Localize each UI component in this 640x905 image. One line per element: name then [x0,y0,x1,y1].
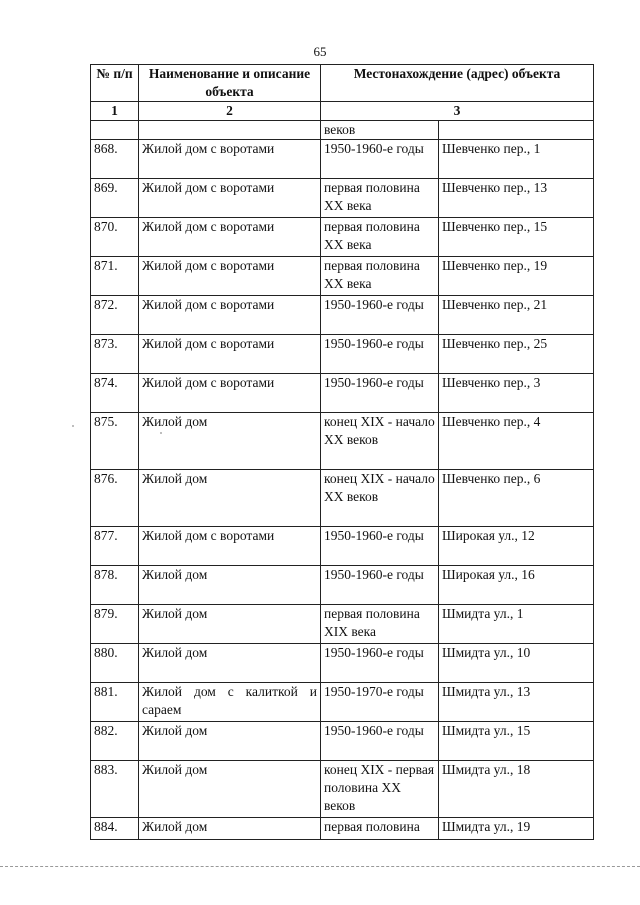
cell-address: Шевченко пер., 13 [439,179,594,218]
cell-num: 874. [91,374,139,413]
table-row [91,644,594,683]
cell-name: Жилой дом [139,566,321,605]
cell-name: Жилой дом с воротами [139,218,321,257]
cell-name: Жилой дом [139,470,321,527]
scan-artifact-dot [160,432,162,434]
cell-era: первая половина XX века [321,218,439,257]
scan-artifact-line [0,866,640,867]
table-row [91,140,594,179]
cell-era: 1950-1960-е годы [321,335,439,374]
cell-era: 1950-1960-е годы [321,374,439,413]
cell-num: 870. [91,218,139,257]
cell-address: Шмидта ул., 1 [439,605,594,644]
table-row [91,179,594,218]
cell-address: Шмидта ул., 10 [439,644,594,683]
cell-address: Шевченко пер., 6 [439,470,594,527]
table-row [91,605,594,644]
cell-num [91,121,139,140]
cell-name: Жилой дом [139,413,321,470]
cell-address: Шевченко пер., 21 [439,296,594,335]
header-name: Наименование и описание объекта [139,65,321,102]
header-row [91,65,594,102]
cell-address: Шевченко пер., 4 [439,413,594,470]
table-row [91,722,594,761]
table-row [91,413,594,470]
cell-address: Шмидта ул., 19 [439,818,594,840]
cell-num: 868. [91,140,139,179]
cell-num: 876. [91,470,139,527]
cell-era: 1950-1960-е годы [321,527,439,566]
table-row [91,761,594,818]
cell-name: Жилой дом [139,761,321,818]
table-row [91,818,594,840]
cell-name [139,121,321,140]
cell-name: Жилой дом с воротами [139,335,321,374]
cell-era: первая половина XX века [321,257,439,296]
table-row [91,527,594,566]
column-index-3: 3 [321,102,594,121]
cell-era: 1950-1960-е годы [321,722,439,761]
cell-num: 882. [91,722,139,761]
cell-num: 883. [91,761,139,818]
cell-era: конец XIX - начало XX веков [321,470,439,527]
cell-name: Жилой дом с воротами [139,374,321,413]
cell-name: Жилой дом [139,818,321,840]
header-location: Местонахождение (адрес) объекта [321,65,594,102]
cell-address: Шевченко пер., 1 [439,140,594,179]
cell-address: Шевченко пер., 19 [439,257,594,296]
table-row [91,218,594,257]
cell-num: 871. [91,257,139,296]
cell-num: 879. [91,605,139,644]
table-row [91,335,594,374]
cell-era: первая половина XX века [321,179,439,218]
heritage-registry-table [90,64,594,840]
cell-era: 1950-1960-е годы [321,296,439,335]
cell-address: Широкая ул., 12 [439,527,594,566]
cell-era: 1950-1960-е годы [321,566,439,605]
cell-address [439,121,594,140]
cell-name: Жилой дом с калиткой и сараем [139,683,321,722]
cell-name: Жилой дом [139,644,321,683]
cell-address: Шевченко пер., 15 [439,218,594,257]
table-row [91,257,594,296]
cell-address: Широкая ул., 16 [439,566,594,605]
cell-era: 1950-1960-е годы [321,644,439,683]
table-row [91,470,594,527]
table-row [91,566,594,605]
cell-era: конец XIX - начало XX веков [321,413,439,470]
cell-num: 880. [91,644,139,683]
cell-num: 878. [91,566,139,605]
column-index-2: 2 [139,102,321,121]
cell-name: Жилой дом с воротами [139,179,321,218]
header-num: № п/п [91,65,139,102]
scan-artifact-dot [72,425,74,427]
column-index-1: 1 [91,102,139,121]
cell-num: 877. [91,527,139,566]
continuation-row [91,121,594,140]
cell-address: Шмидта ул., 15 [439,722,594,761]
cell-era: 1950-1970-е годы [321,683,439,722]
cell-era: веков [321,121,439,140]
cell-num: 872. [91,296,139,335]
cell-address: Шевченко пер., 25 [439,335,594,374]
cell-era: конец XIX - первая половина XX веков [321,761,439,818]
cell-num: 869. [91,179,139,218]
cell-num: 881. [91,683,139,722]
cell-address: Шмидта ул., 13 [439,683,594,722]
cell-num: 875. [91,413,139,470]
table-row [91,374,594,413]
cell-name: Жилой дом с воротами [139,527,321,566]
cell-name: Жилой дом [139,605,321,644]
cell-address: Шевченко пер., 3 [439,374,594,413]
cell-era: первая половина XIX века [321,605,439,644]
cell-name: Жилой дом с воротами [139,140,321,179]
column-index-row [91,102,594,121]
cell-name: Жилой дом [139,722,321,761]
cell-address: Шмидта ул., 18 [439,761,594,818]
cell-name: Жилой дом с воротами [139,296,321,335]
cell-num: 884. [91,818,139,840]
table-row [91,683,594,722]
page-number: 65 [313,44,327,59]
cell-era: 1950-1960-е годы [321,140,439,179]
cell-era: первая половина [321,818,439,840]
table-row [91,296,594,335]
cell-name: Жилой дом с воротами [139,257,321,296]
cell-num: 873. [91,335,139,374]
